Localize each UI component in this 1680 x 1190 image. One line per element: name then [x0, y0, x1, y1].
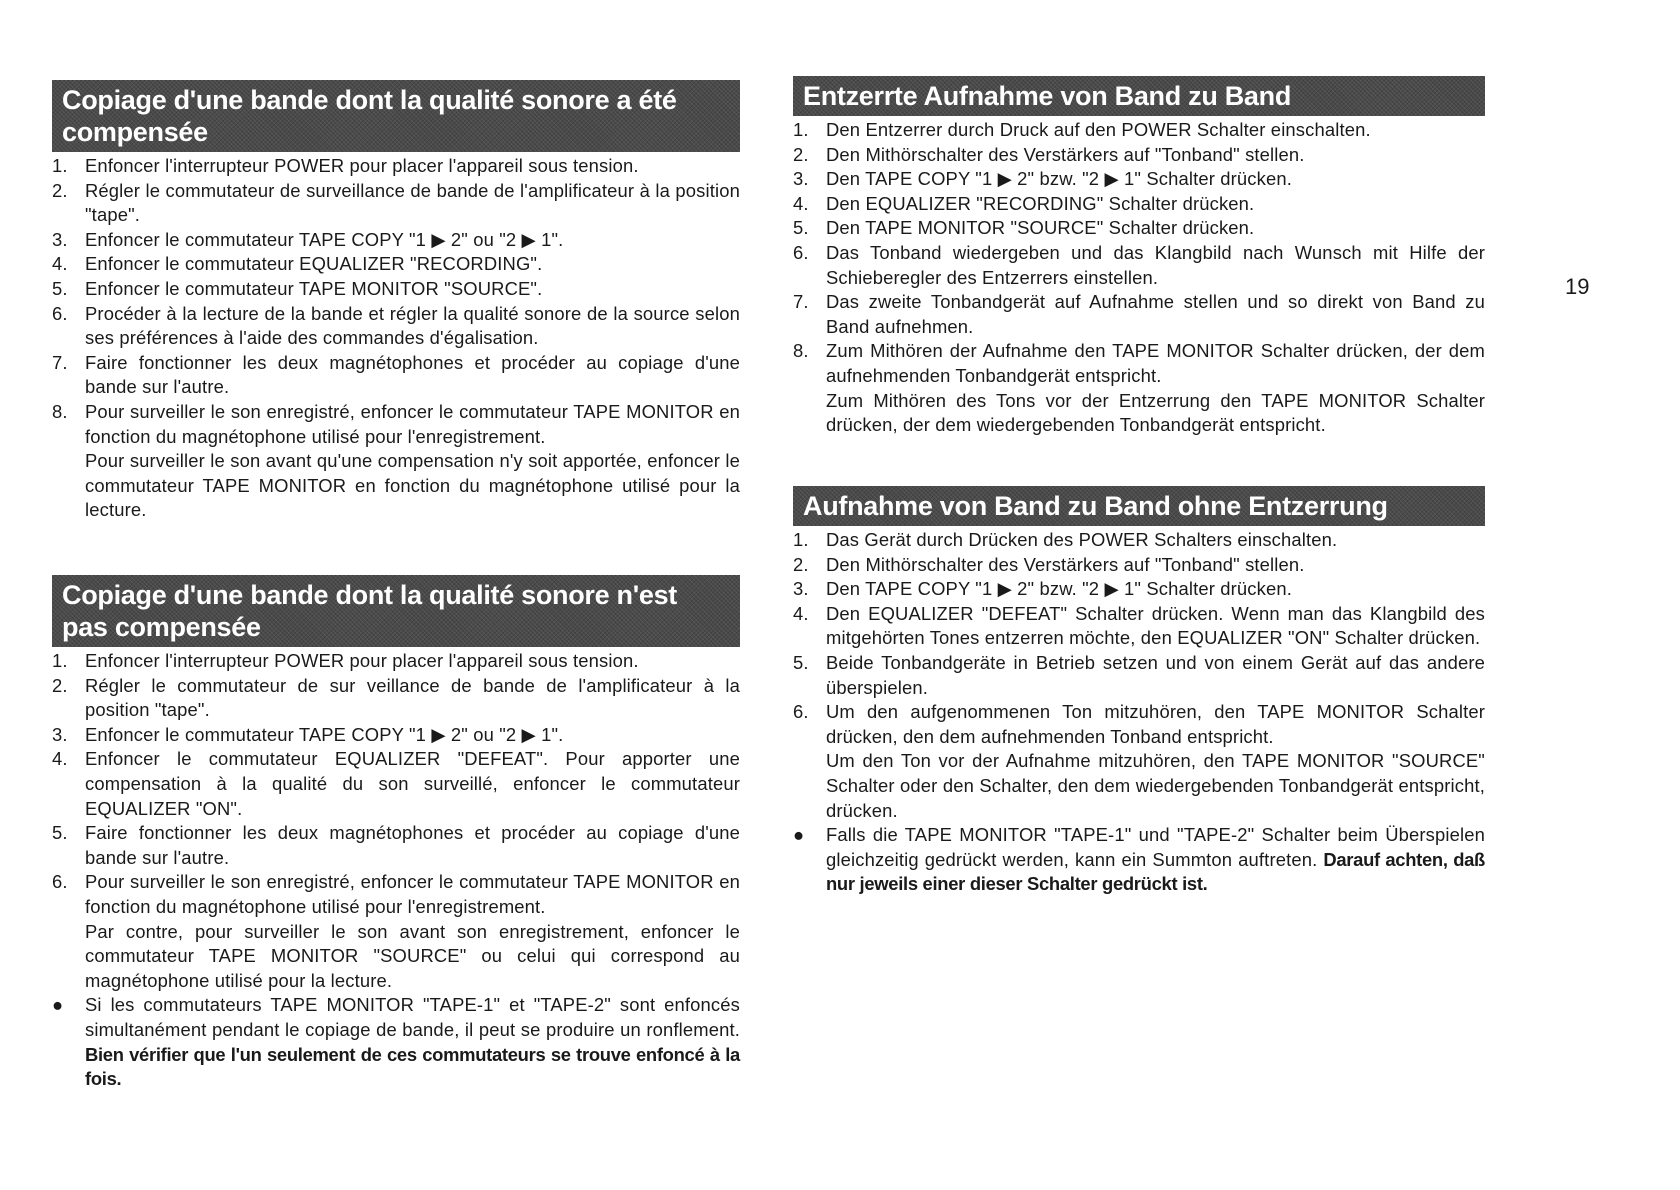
item-note: Um den Ton vor der Aufnahme mitzuhören, den TAPE MONITOR "SOURCE" Schalter oder den Schalter, den dem wiedergebenden Tonbandgerät entspricht, drücken.	[826, 750, 1485, 821]
item-text: Enfoncer le commutateur EQUALIZER "DEFEAT". Pour apporter une compensation à la qualité du son surveillé, enfoncer le commutateur EQUALIZER "ON".	[85, 748, 740, 819]
item-number: 1.	[793, 119, 809, 140]
list-item	[52, 674, 740, 723]
section-heading: Copiage d'une bande dont la qualité sonore n'est pas compensée	[52, 575, 740, 647]
section-heading: Entzerrte Aufnahme von Band zu Band	[793, 76, 1485, 116]
list-item	[52, 302, 740, 351]
item-text: Um den aufgenommenen Ton mitzuhören, den TAPE MONITOR Schalter drücken, den dem aufnehmenden Tonband entspricht.	[826, 701, 1485, 747]
item-number: 1.	[52, 155, 68, 176]
list-item	[793, 339, 1485, 437]
list-item	[793, 143, 1485, 168]
item-number: 2.	[52, 674, 68, 696]
list-item	[52, 649, 740, 674]
item-number: 4.	[52, 253, 68, 275]
item-number: 6.	[52, 871, 68, 893]
item-number: 3.	[52, 228, 68, 250]
item-text: Den EQUALIZER "RECORDING" Schalter drücken.	[826, 192, 1255, 214]
item-text: Pour surveiller le son enregistré, enfoncer le commutateur TAPE MONITOR en fonction du magnétophone utilisé pour l'enregistrement.	[85, 400, 740, 447]
instruction-list	[793, 118, 1485, 438]
instruction-list	[52, 649, 740, 1092]
list-item	[52, 351, 740, 400]
item-text: Das zweite Tonbandgerät auf Aufnahme stellen und so direkt von Band zu Band aufnehmen.	[826, 291, 1485, 337]
list-item	[793, 216, 1485, 241]
section-copiage-compensee	[52, 80, 740, 523]
item-number: 6.	[52, 302, 68, 324]
item-number: 5.	[52, 822, 68, 844]
item-note: Zum Mithören des Tons vor der Entzerrung den TAPE MONITOR Schalter drücken, der dem wiedergebenden Tonbandgerät entspricht.	[826, 389, 1485, 436]
item-number: 1.	[793, 529, 809, 550]
item-text: Faire fonctionner les deux magnétophones et procéder au copiage d'une bande sur l'autre.	[85, 822, 740, 868]
item-text: Das Tonband wiedergeben und das Klangbild nach Wunsch mit Hilfe der Schieberegler des Entzerrers einstellen.	[826, 241, 1485, 288]
item-text: Si les commutateurs TAPE MONITOR "TAPE-1" et "TAPE-2" sont enfoncés simultanément pendant le copiage de bande, il peut se produire un ronflement.	[85, 994, 740, 1040]
item-text: Procéder à la lecture de la bande et régler la qualité sonore de la source selon ses préférences à l'aide des commandes d'égalisation.	[85, 302, 740, 349]
item-text: Enfoncer le commutateur EQUALIZER "RECORDING".	[85, 253, 543, 275]
item-number: 2.	[793, 143, 809, 165]
item-text: Régler le commutateur de surveillance de bande de l'amplificateur à la position "tape".	[85, 179, 740, 226]
section-copiage-non-compensee	[52, 575, 740, 1092]
instruction-list	[793, 528, 1485, 897]
bullet-note	[52, 993, 740, 1091]
item-text: Faire fonctionner les deux magnétophones et procéder au copiage d'une bande sur l'autre.	[85, 351, 740, 398]
item-number: 8.	[793, 340, 809, 362]
item-number: 4.	[793, 602, 809, 624]
bullet-note	[793, 823, 1485, 897]
list-item	[793, 167, 1485, 192]
list-item	[793, 651, 1485, 700]
list-item	[793, 577, 1485, 602]
list-item	[52, 228, 740, 253]
item-text: Enfoncer le commutateur TAPE COPY "1 ▶ 2" ou "2 ▶ 1".	[85, 723, 564, 745]
item-note: Pour surveiller le son avant qu'une compensation n'y soit apportée, enfoncer le commutateur TAPE MONITOR en fonction du magnétophone utilisé pour la lecture.	[85, 450, 740, 521]
instruction-list	[52, 154, 740, 523]
item-text: Das Gerät durch Drücken des POWER Schalters einschalten.	[826, 529, 1338, 550]
item-text: Den Entzerrer durch Druck auf den POWER Schalter einschalten.	[826, 119, 1371, 140]
item-number: 2.	[52, 179, 68, 201]
item-number: 5.	[52, 277, 68, 299]
item-text: Falls die TAPE MONITOR "TAPE-1" und "TAPE-2" Schalter beim Überspielen gleichzeitig gedrückt werden, kann ein Summton auftreten.	[826, 824, 1485, 870]
item-text: Enfoncer l'interrupteur POWER pour placer l'appareil sous tension.	[85, 650, 639, 671]
list-item	[52, 277, 740, 302]
item-warning: Bien vérifier que l'un seulement de ces commutateurs se trouve enfoncé à la fois.	[85, 1043, 740, 1090]
item-text: Régler le commutateur de sur veillance de bande de l'amplificateur à la position "tape".	[85, 674, 740, 721]
item-text: Den TAPE COPY "1 ▶ 2" bzw. "2 ▶ 1" Schalter drücken.	[826, 168, 1292, 190]
item-number: 1.	[52, 650, 68, 671]
list-item	[52, 870, 740, 993]
item-number: 5.	[793, 217, 809, 239]
item-text: Den Mithörschalter des Verstärkers auf "Tonband" stellen.	[826, 553, 1305, 575]
item-number: ●	[52, 994, 64, 1016]
item-number: 6.	[793, 701, 809, 723]
list-item	[52, 400, 740, 523]
list-item	[793, 553, 1485, 578]
list-item	[52, 252, 740, 277]
list-item	[52, 723, 740, 748]
list-item	[793, 241, 1485, 290]
item-number: 3.	[793, 578, 809, 600]
list-item	[793, 192, 1485, 217]
item-text: Enfoncer l'interrupteur POWER pour placer l'appareil sous tension.	[85, 155, 639, 176]
item-number: 8.	[52, 400, 68, 422]
item-number: 5.	[793, 651, 809, 673]
item-number: ●	[793, 824, 805, 846]
list-item	[793, 700, 1485, 823]
item-number: 7.	[52, 351, 68, 373]
page-number: 19	[1565, 274, 1590, 299]
item-text: Beide Tonbandgeräte in Betrieb setzen und von einem Gerät auf das andere überspielen.	[826, 651, 1485, 698]
item-text: Den TAPE COPY "1 ▶ 2" bzw. "2 ▶ 1" Schalter drücken.	[826, 578, 1292, 600]
item-number: 3.	[793, 168, 809, 190]
section-heading: Copiage d'une bande dont la qualité sonore a été compensée	[52, 80, 740, 152]
item-text: Den TAPE MONITOR "SOURCE" Schalter drücken.	[826, 217, 1255, 239]
list-item	[52, 747, 740, 821]
list-item	[52, 821, 740, 870]
list-item	[793, 602, 1485, 651]
item-number: 3.	[52, 723, 68, 745]
list-item	[793, 290, 1485, 339]
list-item	[793, 118, 1485, 143]
list-item	[52, 179, 740, 228]
item-text: Zum Mithören der Aufnahme den TAPE MONITOR Schalter drücken, der dem aufnehmenden Tonbandgerät entspricht.	[826, 340, 1485, 386]
item-number: 2.	[793, 553, 809, 575]
item-note: Par contre, pour surveiller le son avant son enregistrement, enfoncer le commutateur TAPE MONITOR "SOURCE" ou celui qui correspond au magnétophone utilisé pour la lecture.	[85, 920, 740, 991]
section-entzerrte-aufnahme	[793, 76, 1485, 438]
item-text: Den Mithörschalter des Verstärkers auf "Tonband" stellen.	[826, 143, 1305, 165]
item-text: Den EQUALIZER "DEFEAT" Schalter drücken. Wenn man das Klangbild des mitgehörten Tones entzerren möchte, den EQUALIZER "ON" Schalter drücken.	[826, 602, 1485, 649]
item-warning: Darauf achten, daß nur jeweils einer dieser Schalter gedrückt ist.	[826, 848, 1485, 895]
section-aufnahme-ohne-entzerrung	[793, 486, 1485, 897]
item-text: Pour surveiller le son enregistré, enfoncer le commutateur TAPE MONITOR en fonction du magnétophone utilisé pour l'enregistrement.	[85, 871, 740, 917]
list-item	[793, 528, 1485, 553]
item-number: 7.	[793, 291, 809, 313]
list-item	[52, 154, 740, 179]
item-number: 4.	[793, 192, 809, 214]
section-heading: Aufnahme von Band zu Band ohne Entzerrung	[793, 486, 1485, 526]
item-text: Enfoncer le commutateur TAPE COPY "1 ▶ 2" ou "2 ▶ 1".	[85, 228, 564, 250]
item-text: Enfoncer le commutateur TAPE MONITOR "SOURCE".	[85, 277, 543, 299]
item-number: 4.	[52, 748, 68, 770]
item-number: 6.	[793, 241, 809, 263]
